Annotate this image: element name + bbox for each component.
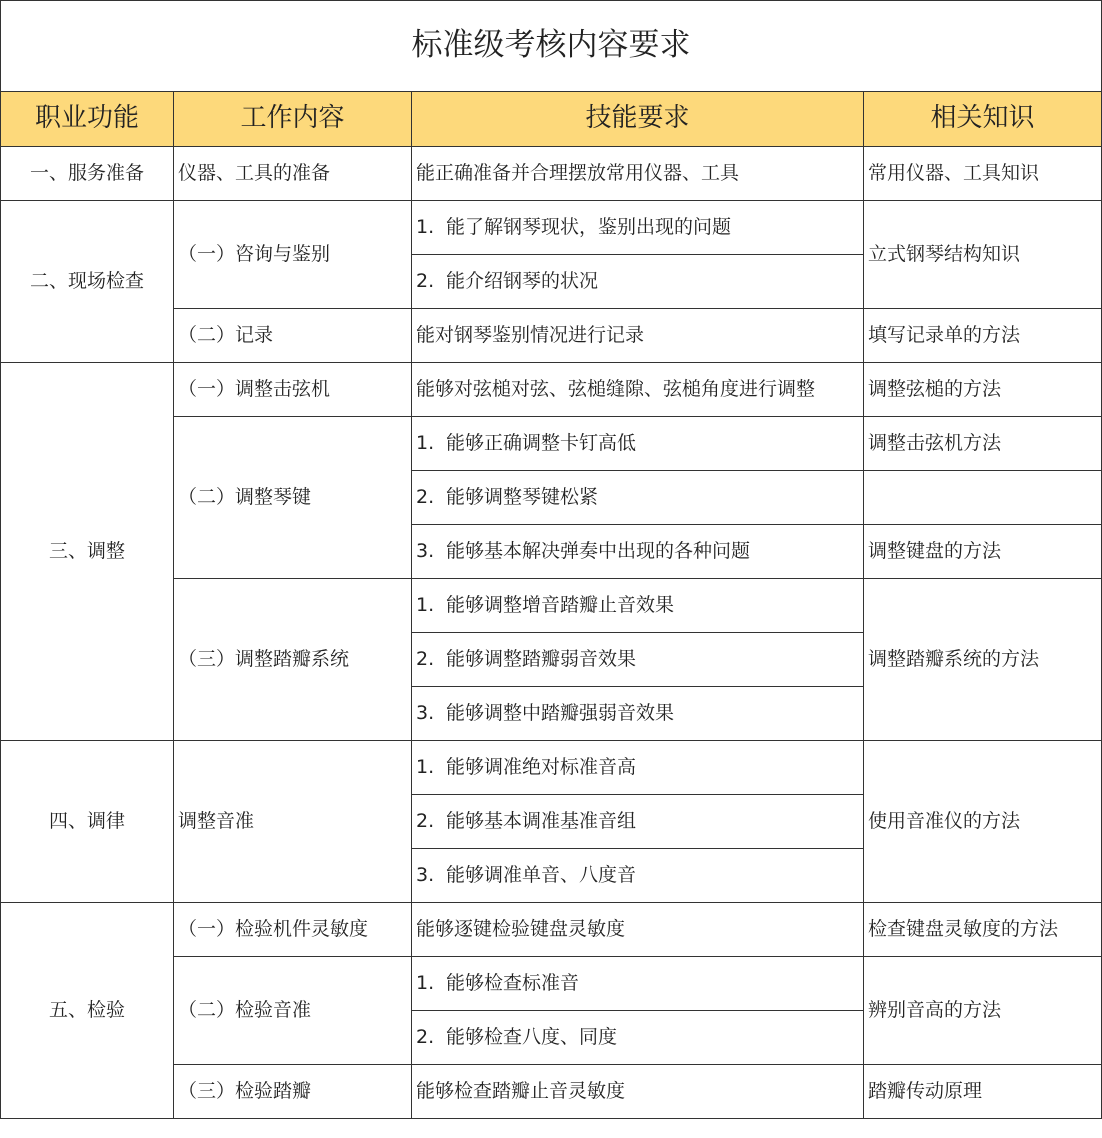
function-cell: 五、检验 [1, 903, 174, 1119]
work-cell: 调整音准 [174, 741, 412, 903]
work-cell: （二）检验音准 [174, 957, 412, 1065]
skill-cell [412, 417, 864, 471]
skill-number: 2. [416, 270, 435, 293]
skill-cell [412, 201, 864, 255]
knowledge-cell: 调整键盘的方法 [864, 525, 1102, 579]
knowledge-cell: 调整踏瓣系统的方法 [864, 579, 1102, 741]
skill-text: 能够调准绝对标准音高 [446, 756, 637, 779]
skill-cell: 能正确准备并合理摆放常用仪器、工具 [412, 147, 864, 201]
skill-number: 3. [416, 864, 435, 887]
skill-cell: 能够对弦槌对弦、弦槌缝隙、弦槌角度进行调整 [412, 363, 864, 417]
skill-number: 2. [416, 486, 435, 509]
function-cell: 一、服务准备 [1, 147, 174, 201]
knowledge-cell: 调整击弦机方法 [864, 417, 1102, 471]
skill-text: 能够调整踏瓣弱音效果 [446, 648, 637, 671]
knowledge-cell [864, 471, 1102, 525]
header-function: 职业功能 [1, 92, 174, 147]
skill-text: 能够调整中踏瓣强弱音效果 [446, 702, 675, 725]
skill-cell: 能够逐键检验键盘灵敏度 [412, 903, 864, 957]
table-title: 标准级考核内容要求 [1, 1, 1102, 92]
skill-number: 1. [416, 756, 435, 779]
skill-text: 能够调整增音踏瓣止音效果 [446, 594, 675, 617]
skill-number: 2. [416, 648, 435, 671]
function-cell: 二、现场检查 [1, 201, 174, 363]
knowledge-cell: 立式钢琴结构知识 [864, 201, 1102, 309]
knowledge-cell: 踏瓣传动原理 [864, 1065, 1102, 1119]
skill-number: 3. [416, 540, 435, 563]
skill-cell [412, 687, 864, 741]
work-cell: （三）调整踏瓣系统 [174, 579, 412, 741]
header-skill-requirement: 技能要求 [412, 92, 864, 147]
skill-cell [412, 525, 864, 579]
work-cell: （一）咨询与鉴别 [174, 201, 412, 309]
skill-number: 2. [416, 1026, 435, 1049]
skill-text: 能够正确调整卡钉高低 [446, 432, 637, 455]
skill-cell [412, 579, 864, 633]
skill-number: 2. [416, 810, 435, 833]
skill-cell [412, 633, 864, 687]
header-related-knowledge: 相关知识 [864, 92, 1102, 147]
skill-text: 能够基本调准基准音组 [446, 810, 637, 833]
skill-cell [412, 957, 864, 1011]
skill-text: 能够调准单音、八度音 [446, 864, 637, 887]
skill-number: 1. [416, 972, 435, 995]
work-cell: （二）调整琴键 [174, 417, 412, 579]
knowledge-cell: 常用仪器、工具知识 [864, 147, 1102, 201]
knowledge-cell: 填写记录单的方法 [864, 309, 1102, 363]
skill-cell [412, 795, 864, 849]
header-work-content: 工作内容 [174, 92, 412, 147]
skill-number: 3. [416, 702, 435, 725]
work-cell: （三）检验踏瓣 [174, 1065, 412, 1119]
knowledge-cell: 使用音准仪的方法 [864, 741, 1102, 903]
skill-text: 能介绍钢琴的状况 [446, 270, 599, 293]
skill-cell [412, 255, 864, 309]
knowledge-cell: 调整弦槌的方法 [864, 363, 1102, 417]
work-cell: 仪器、工具的准备 [174, 147, 412, 201]
skill-text: 能够基本解决弹奏中出现的各种问题 [446, 540, 751, 563]
skill-cell: 能够检查踏瓣止音灵敏度 [412, 1065, 864, 1119]
function-cell: 四、调律 [1, 741, 174, 903]
skill-text: 能够检查标准音 [446, 972, 580, 995]
skill-number: 1. [416, 594, 435, 617]
work-cell: （二）记录 [174, 309, 412, 363]
skill-text: 能够检查八度、同度 [446, 1026, 618, 1049]
work-cell: （一）检验机件灵敏度 [174, 903, 412, 957]
skill-text: 能了解钢琴现状，鉴别出现的问题 [446, 216, 732, 239]
skill-cell [412, 471, 864, 525]
function-cell: 三、调整 [1, 363, 174, 741]
skill-number: 1. [416, 216, 435, 239]
skill-text: 能够调整琴键松紧 [446, 486, 599, 509]
skill-cell [412, 849, 864, 903]
knowledge-cell: 检查键盘灵敏度的方法 [864, 903, 1102, 957]
knowledge-cell: 辨别音高的方法 [864, 957, 1102, 1065]
skill-cell [412, 741, 864, 795]
work-cell: （一）调整击弦机 [174, 363, 412, 417]
skill-number: 1. [416, 432, 435, 455]
skill-cell [412, 1011, 864, 1065]
skill-cell: 能对钢琴鉴别情况进行记录 [412, 309, 864, 363]
